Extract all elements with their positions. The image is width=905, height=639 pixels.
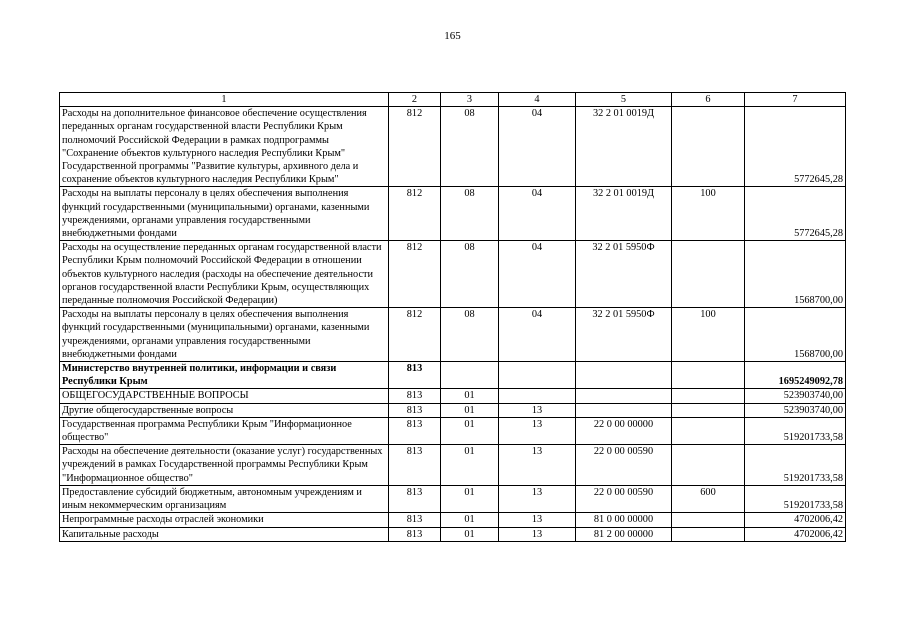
table-row [60, 241, 846, 308]
cell-ministry-code: 813 [389, 527, 441, 541]
cell-subsection: 04 [499, 107, 576, 187]
cell-section: 08 [441, 308, 499, 362]
cell-target-article: 32 2 01 0019Д [576, 107, 672, 187]
cell-section: 01 [441, 403, 499, 417]
page-number: 165 [444, 30, 461, 42]
cell-ministry-code: 813 [389, 513, 441, 527]
cell-description: Расходы на дополнительное финансовое обеспечение осуществления переданных органам государственной власти Республики Крым полномочий Российской Федерации в рамках подпрограммы "Сохранение объектов культурного наследия Республики Крым" Государственной программы "Развитие культуры, архивного дела и сохранение объектов культурного наследия Республики Крым" [60, 107, 389, 187]
cell-subsection: 13 [499, 445, 576, 486]
table-row [60, 485, 846, 512]
cell-section: 01 [441, 389, 499, 403]
cell-section: 01 [441, 445, 499, 486]
header-cell-7: 7 [745, 93, 846, 107]
header-cell-3: 3 [441, 93, 499, 107]
cell-section: 08 [441, 187, 499, 241]
table-body [60, 93, 846, 542]
cell-expense-type [672, 527, 745, 541]
cell-target-article: 32 2 01 0019Д [576, 187, 672, 241]
cell-expense-type [672, 513, 745, 527]
table-row [60, 187, 846, 241]
cell-description: Расходы на осуществление переданных органам государственной власти Республики Крым полномочий Российской Федерации в отношении объектов культурного наследия (расходы на обеспечение деятельности органов государственной власти Республики Крым, осуществляющих переданные полномочия Российской Федерации) [60, 241, 389, 308]
cell-expense-type [672, 362, 745, 389]
cell-amount: 4702006,42 [745, 513, 846, 527]
cell-ministry-code: 813 [389, 417, 441, 444]
cell-target-article: 81 0 00 00000 [576, 513, 672, 527]
cell-subsection: 04 [499, 241, 576, 308]
cell-description: Расходы на обеспечение деятельности (оказание услуг) государственных учреждений в рамках Государственной программы Республики Крым "Информационное общество" [60, 445, 389, 486]
cell-amount: 519201733,58 [745, 485, 846, 512]
cell-ministry-code: 812 [389, 308, 441, 362]
cell-section: 08 [441, 107, 499, 187]
cell-ministry-code: 812 [389, 187, 441, 241]
cell-description: Расходы на выплаты персоналу в целях обеспечения выполнения функций государственными (муниципальными) органами, казенными учреждениями, органами управления государственными внебюджетными фондами [60, 308, 389, 362]
table-row [60, 513, 846, 527]
cell-target-article [576, 403, 672, 417]
header-cell-6: 6 [672, 93, 745, 107]
cell-ministry-code: 813 [389, 403, 441, 417]
cell-expense-type: 100 [672, 308, 745, 362]
cell-subsection: 04 [499, 308, 576, 362]
cell-expense-type [672, 445, 745, 486]
header-cell-4: 4 [499, 93, 576, 107]
cell-section: 01 [441, 527, 499, 541]
cell-target-article: 32 2 01 5950Ф [576, 241, 672, 308]
cell-amount: 1695249092,78 [745, 362, 846, 389]
cell-amount: 519201733,58 [745, 417, 846, 444]
cell-target-article [576, 389, 672, 403]
cell-ministry-code: 813 [389, 389, 441, 403]
cell-target-article: 22 0 00 00590 [576, 485, 672, 512]
cell-description: Непрограммные расходы отраслей экономики [60, 513, 389, 527]
header-cell-2: 2 [389, 93, 441, 107]
cell-ministry-code: 813 [389, 362, 441, 389]
cell-expense-type: 600 [672, 485, 745, 512]
cell-description: Расходы на выплаты персоналу в целях обеспечения выполнения функций государственными (муниципальными) органами, казенными учреждениями, органами управления государственными внебюджетными фондами [60, 187, 389, 241]
header-cell-5: 5 [576, 93, 672, 107]
cell-ministry-code: 812 [389, 241, 441, 308]
header-cell-1: 1 [60, 93, 389, 107]
cell-target-article [576, 362, 672, 389]
cell-section: 08 [441, 241, 499, 308]
cell-expense-type [672, 241, 745, 308]
cell-ministry-code: 813 [389, 445, 441, 486]
cell-ministry-code: 812 [389, 107, 441, 187]
cell-section: 01 [441, 417, 499, 444]
table-row [60, 362, 846, 389]
cell-section: 01 [441, 513, 499, 527]
cell-subsection: 13 [499, 513, 576, 527]
cell-target-article: 22 0 00 00590 [576, 445, 672, 486]
cell-target-article: 32 2 01 5950Ф [576, 308, 672, 362]
table-row [60, 445, 846, 486]
cell-subsection: 04 [499, 187, 576, 241]
cell-amount: 523903740,00 [745, 389, 846, 403]
table-row [60, 417, 846, 444]
cell-section: 01 [441, 485, 499, 512]
table-row [60, 527, 846, 541]
cell-target-article: 22 0 00 00000 [576, 417, 672, 444]
cell-description: Министерство внутренней политики, информации и связи Республики Крым [60, 362, 389, 389]
cell-target-article: 81 2 00 00000 [576, 527, 672, 541]
cell-subsection: 13 [499, 403, 576, 417]
cell-expense-type [672, 403, 745, 417]
cell-ministry-code: 813 [389, 485, 441, 512]
table-row [60, 308, 846, 362]
cell-expense-type [672, 417, 745, 444]
table-header-row [60, 93, 846, 107]
cell-subsection [499, 389, 576, 403]
cell-amount: 523903740,00 [745, 403, 846, 417]
cell-description: Другие общегосударственные вопросы [60, 403, 389, 417]
cell-expense-type [672, 107, 745, 187]
cell-amount: 1568700,00 [745, 308, 846, 362]
cell-expense-type [672, 389, 745, 403]
table-row [60, 107, 846, 187]
table-row [60, 403, 846, 417]
cell-expense-type: 100 [672, 187, 745, 241]
budget-table [59, 92, 846, 542]
cell-subsection: 13 [499, 485, 576, 512]
cell-amount: 4702006,42 [745, 527, 846, 541]
cell-description: ОБЩЕГОСУДАРСТВЕННЫЕ ВОПРОСЫ [60, 389, 389, 403]
cell-amount: 1568700,00 [745, 241, 846, 308]
cell-amount: 519201733,58 [745, 445, 846, 486]
cell-subsection: 13 [499, 417, 576, 444]
cell-description: Предоставление субсидий бюджетным, автономным учреждениям и иным некоммерческим организациям [60, 485, 389, 512]
table-row [60, 389, 846, 403]
cell-section [441, 362, 499, 389]
cell-subsection: 13 [499, 527, 576, 541]
cell-description: Капитальные расходы [60, 527, 389, 541]
cell-amount: 5772645,28 [745, 187, 846, 241]
cell-description: Государственная программа Республики Крым "Информационное общество" [60, 417, 389, 444]
cell-subsection [499, 362, 576, 389]
cell-amount: 5772645,28 [745, 107, 846, 187]
